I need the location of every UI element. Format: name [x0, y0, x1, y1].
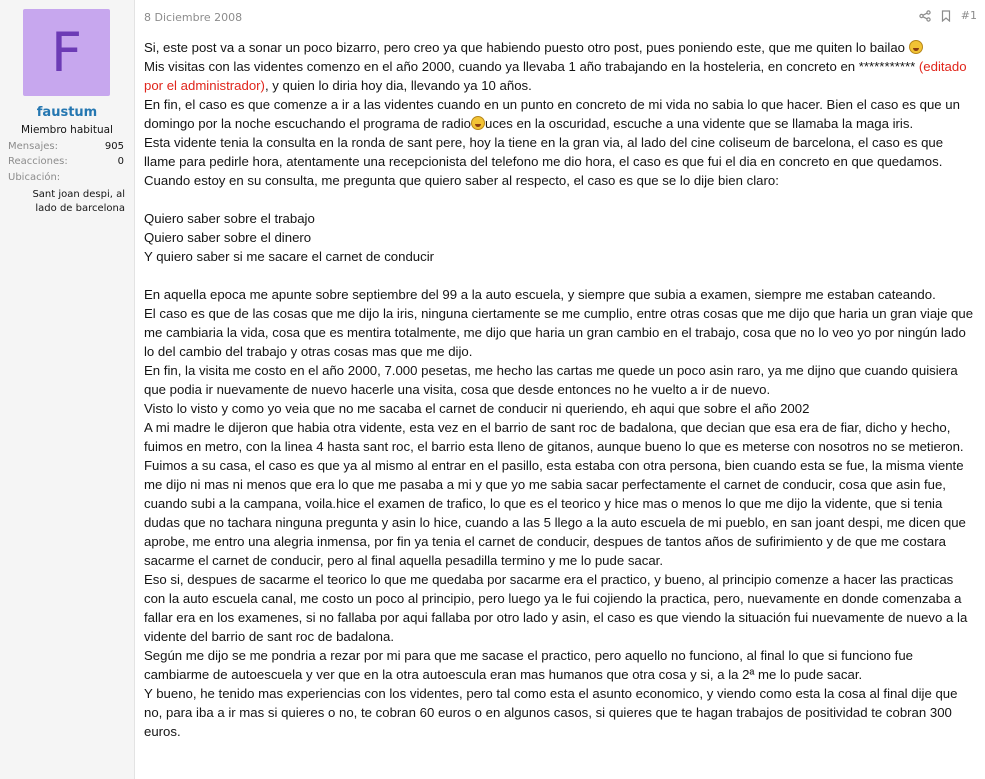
list-line: Y quiero saber si me sacare el carnet de conducir — [144, 249, 435, 264]
location-label: Ubicación: — [8, 172, 61, 183]
list-line: Quiero saber sobre el trabajo — [144, 211, 315, 226]
stat-label: Reacciones: — [8, 156, 68, 167]
list-line: Quiero saber sobre el dinero — [144, 230, 312, 245]
edited-note: (editado por el administrador) — [144, 59, 967, 93]
text: Si, este post va a sonar un poco bizarro, pero creo ya que habiendo puesto otro post, pues poniendo este, que me quiten lo bailao — [144, 40, 905, 55]
paragraph: En fin, la visita me costo en el año 2000, 7.000 pesetas, me hecho las cartas me quede un poco asin raro, ya me dijno que cuando quisiera que podia ir nuevamente de nuevo hacerle una visita, cosa que desde entonces no he vuelto a ir de nuevo. — [144, 363, 958, 397]
text: uces en la oscuridad, escuche a una vidente que se llamaba la maga iris. — [484, 116, 914, 131]
paragraph: Cuando estoy en su consulta, me pregunta que quiero saber al respecto, el caso es que se lo dije bien claro: — [144, 173, 779, 188]
stat-value: 905 — [104, 141, 124, 152]
smile-emoji-icon — [471, 116, 485, 130]
paragraph — [144, 38, 976, 57]
stat-value: 0 — [117, 156, 124, 167]
paragraph: A mi madre le dijeron que habia otra vidente, esta vez en el barrio de sant roc de badalona, que decian que esa era de fiar, dicho y hecho, fuimos en metro, con la linea 4 hasta sant roc, el barrio esta lleno de gitanos, aunque bueno lo que es meterse con nosotros no se metieron. — [144, 420, 964, 454]
text: Mis visitas con las videntes comenzo en el año 2000, cuando ya llevaba 1 año trabajando en la hosteleria, en concreto en *********** — [144, 59, 916, 74]
text: En fin, el caso es que comenze a ir a las videntes cuando en un punto en concreto de mi vida no sabia lo que hacer. Bien el caso es que un domingo por la noche escuchando el programa de radio — [144, 97, 960, 131]
stat-reactions — [8, 156, 124, 167]
paragraph: Y bueno, he tenido mas experiencias con los videntes, pero tal como esta el asunto economico, y viendo como esta la cosa al final dije que no, para iba a ir mas si quieres o no, te cobran 60 euros o en algunos casos, si quieres que te hagan trabajos de positividad te cobran 300 euros. — [144, 686, 958, 739]
paragraph: En aquella epoca me apunte sobre septiembre del 99 a la auto escuela, y siempre que subia a examen, siempre me estaban cateando. — [144, 287, 936, 302]
text: , y quien lo diria hoy dia, llevando ya 10 años. — [264, 78, 532, 93]
paragraph: Eso si, despues de sacarme el teorico lo que me quedaba por sacarme era el practico, y bueno, al principio comenze a hacer las practicas con la auto escuela canal, me costo un poco al principio, pero luego ya le fui cojiendo la practica, pero, nuevamente en donde comenzaba a fallar era en los examenes, si no fallaba por aqui fallaba por otro lado y asin, el caso es que viendo la situación fui nuevamente de nuevo a la vidente del barrio de sant roc de badalona. — [144, 572, 968, 644]
laughing-emoji-icon — [909, 40, 923, 54]
paragraph: Esta vidente tenia la consulta en la ronda de sant pere, hoy la tiene en la gran via, al lado del cine coliseum de barcelona, el caso es que llame para pedirle hora, atentamente una recepcionista del telefono me dio hora, el caso es que fui el dia en concreto en que quedamos. — [144, 135, 944, 169]
paragraph: Según me dijo se me pondria a rezar por mi para que me sacase el practico, pero aquello no funciono, al final lo que si funciono fue cambiarme de autoescuela y ver que en la otra autoescula eran mas humanos que otra cosa y si, a la 2ª me lo pude sacar. — [144, 648, 913, 682]
post-date[interactable]: 8 Diciembre 2008 — [144, 11, 243, 24]
spacer — [144, 266, 976, 285]
paragraph — [144, 57, 976, 95]
user-sidebar — [0, 0, 135, 779]
post-body — [144, 38, 976, 741]
paragraph: Fuimos a su casa, el caso es que ya al mismo al entrar en el pasillo, esta estaba con otra persona, bien cuando esta se fue, la misma viente me dijo ni mas ni menos que era lo que me pasaba a mi y que yo me sabia sacar perfectamente el carnet de conducir, cosa que asin fue, cuando subi a la campana, voila.hice el examen de trafico, lo que es el teorico y hice mas o menos lo que me dijo la vidente, que si tenia dudas que no tachara ninguna pregunta y asin lo hice, cuando a las 5 llego a la auto escuela de mi pueblo, en san joant despi, me dicen que aprobe, me entro una alegria inmensa, por fin ya tenia el carnet de conducir, despues de tantos años de sufirimiento y de que me costara sacarme el carnet de conducir, pero al final aquella pesadilla termino y me lo pude sacar. — [144, 458, 966, 568]
post-number-link[interactable]: #1 — [960, 9, 977, 22]
paragraph: El caso es que de las cosas que me dijo la iris, ninguna ciertamente se me cumplio, entre otras cosas que me dijo que haria un gran viaje que me cambiaria la vida, cosa que es mentira totalmente, me dijo que haria un gran cambio en el trabajo, cosa que no lo veo yo por ningún lado lo del cambio del trabajo y otras cosas mas que me dijo. — [144, 306, 974, 359]
stat-messages — [8, 141, 124, 152]
paragraph: Visto lo visto y como yo veia que no me sacaba el carnet de conducir ni queriendo, eh aqui que sobre el año 2002 — [144, 401, 810, 416]
spacer — [144, 190, 976, 209]
username-link[interactable]: faustum — [36, 105, 98, 120]
paragraph — [144, 95, 976, 133]
post-actions — [919, 9, 977, 22]
stat-label: Mensajes: — [8, 141, 58, 152]
user-title: Miembro habitual — [21, 124, 113, 136]
share-icon[interactable] — [919, 10, 931, 22]
location-value: Sant joan despi, al lado de barcelona — [32, 189, 125, 214]
avatar[interactable]: F — [23, 9, 110, 96]
bookmark-icon[interactable] — [941, 10, 951, 22]
